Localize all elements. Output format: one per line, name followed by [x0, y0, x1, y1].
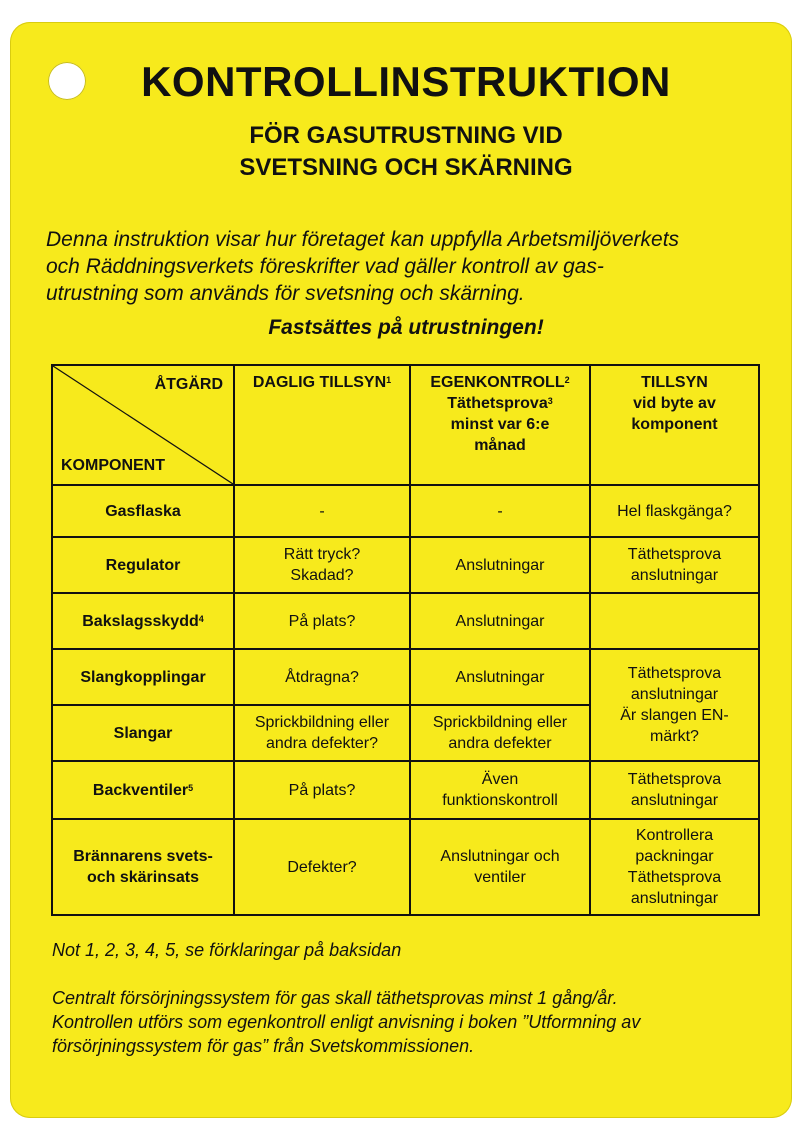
change-cell: Täthetsprova anslutningar	[590, 537, 759, 593]
intro-line: Denna instruktion visar hur företaget kan uppfylla Arbetsmiljöverkets	[46, 228, 680, 251]
intro-paragraph	[46, 226, 772, 307]
control-table	[51, 364, 760, 916]
self-cell: Anslutningar och ventiler	[410, 819, 590, 915]
corner-header-cell	[52, 365, 234, 485]
component-cell: Slangar	[52, 705, 234, 761]
table-row	[52, 593, 759, 649]
intro-line: och Räddningsverkets föreskrifter vad gäller kontroll av gas-	[46, 255, 604, 278]
self-cell: -	[410, 485, 590, 537]
self-cell: Anslutningar	[410, 593, 590, 649]
change-cell: Täthetsprova anslutningar Är slangen EN- märkt?	[590, 649, 759, 761]
intro-line: utrustning som används för svetsning och skärning.	[46, 282, 525, 305]
page-subtitle	[0, 120, 812, 184]
daily-cell: På plats?	[234, 593, 410, 649]
component-cell: Regulator	[52, 537, 234, 593]
attach-notice: Fastsättes på utrustningen!	[268, 316, 544, 339]
self-cell: Anslutningar	[410, 649, 590, 705]
subtitle-line: SVETSNING OCH SKÄRNING	[239, 154, 573, 181]
component-cell: Gasflaska	[52, 485, 234, 537]
self-cell: Anslutningar	[410, 537, 590, 593]
daily-cell: Sprickbildning eller andra defekter?	[234, 705, 410, 761]
note-line: Kontrollen utförs som egenkontroll enligt anvisning i boken ”Utformning av	[52, 1012, 641, 1032]
subtitle-line: FÖR GASUTRUSTNING VID	[249, 122, 563, 149]
self-cell: Sprickbildning eller andra defekter	[410, 705, 590, 761]
table-row	[52, 819, 759, 915]
note-line: försörjningssystem för gas” från Svetskommissionen.	[52, 1036, 475, 1056]
table-row	[52, 761, 759, 819]
action-header: ÅTGÄRD	[154, 376, 223, 393]
component-cell: Slangkopplingar	[52, 649, 234, 705]
change-cell: Kontrollera packningar Täthetsprova anslutningar	[590, 819, 759, 915]
table-row	[52, 485, 759, 537]
component-cell: Brännarens svets- och skärinsats	[52, 819, 234, 915]
page-title: KONTROLLINSTRUKTION	[141, 58, 671, 105]
component-cell: Backventiler$^5$	[52, 761, 234, 819]
daily-cell: Defekter?	[234, 819, 410, 915]
daily-cell: På plats?	[234, 761, 410, 819]
header-daily: DAGLIG TILLSYN$^1$	[234, 365, 410, 485]
component-header: KOMPONENT	[61, 457, 165, 474]
table-header-row	[52, 365, 759, 485]
change-cell: Hel flaskgänga?	[590, 485, 759, 537]
daily-cell: -	[234, 485, 410, 537]
header-change: TILLSYN vid byte av komponent	[590, 365, 759, 485]
change-cell: Täthetsprova anslutningar	[590, 761, 759, 819]
self-cell: Även funktionskontroll	[410, 761, 590, 819]
header-self-check: EGENKONTROLL$^2$ Täthetsprova$^3$ minst var 6:e månad	[410, 365, 590, 485]
daily-cell: Rätt tryck? Skadad?	[234, 537, 410, 593]
component-cell: Bakslagsskydd$^4$	[52, 593, 234, 649]
change-cell	[590, 593, 759, 649]
central-system-note	[52, 986, 772, 1058]
daily-cell: Åtdragna?	[234, 649, 410, 705]
footnote-reference: Not 1, 2, 3, 4, 5, se förklaringar på baksidan	[52, 940, 402, 960]
note-line: Centralt försörjningssystem för gas skall täthetsprovas minst 1 gång/år.	[52, 988, 618, 1008]
table-row	[52, 649, 759, 705]
table-row	[52, 537, 759, 593]
